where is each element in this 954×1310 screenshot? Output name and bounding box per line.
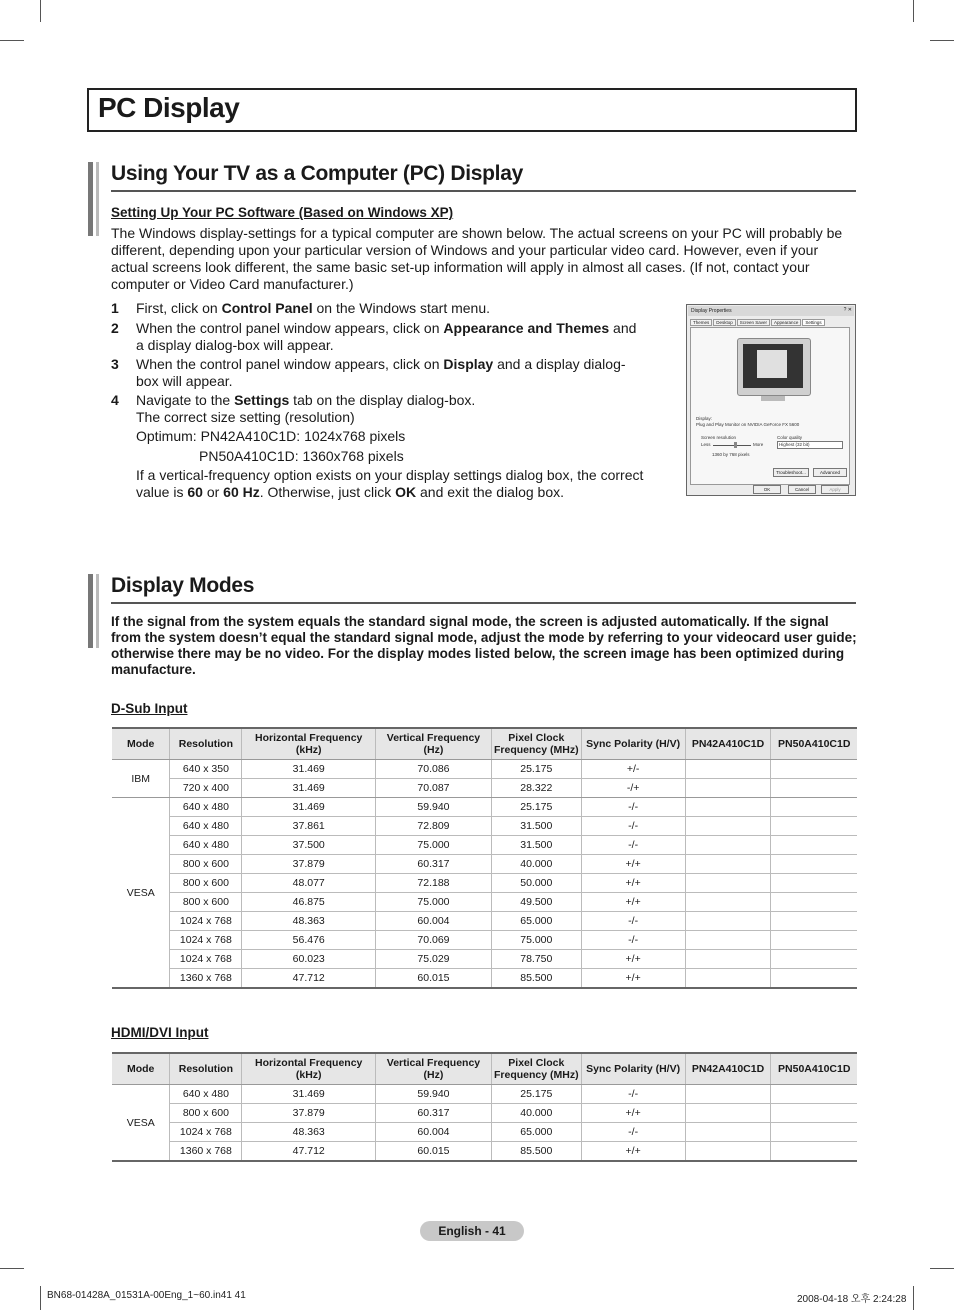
table-cell: 60.015 [376,969,492,989]
dsub-table [112,727,857,989]
settings-panel [690,327,850,485]
table-cell: 31.469 [242,760,376,779]
table-cell [771,1104,857,1123]
table-cell: 800 x 600 [170,874,242,893]
table-cell: 31.469 [242,779,376,798]
ok-button: OK [753,485,781,494]
optimum-50: PN50A410C1D: 1360x768 pixels [199,448,404,464]
column-header: PN42A410C1D [685,1053,771,1085]
advanced-button: Advanced [813,468,847,477]
table-cell [771,817,857,836]
table-row [112,1142,857,1162]
step-number: 3 [111,356,119,372]
column-header: Vertical Frequency (Hz) [376,728,492,760]
table-cell: 640 x 480 [170,1085,242,1104]
table-cell: 1360 x 768 [170,1142,242,1162]
table-cell: 59.940 [376,1085,492,1104]
table-cell: -/+ [581,779,685,798]
table-cell [685,1142,771,1162]
display-properties-screenshot [686,304,856,496]
step-text: When the control panel window appears, click on Appearance and Themes and a display dialog-box will appear. [136,320,637,353]
tab-themes: Themes [690,319,712,326]
column-header: Horizontal Frequency (kHz) [242,1053,376,1085]
file-info: BN68-01428A_01531A-00Eng_1~60.in41 41 [47,1290,246,1301]
table-row [112,950,857,969]
table-cell: +/+ [581,893,685,912]
table-cell [771,1142,857,1162]
table-cell: -/- [581,912,685,931]
page-title: PC Display [98,92,240,123]
table-cell: 60.004 [376,1123,492,1142]
table-cell: 46.875 [242,893,376,912]
table-header-row [112,728,857,760]
table-cell: 47.712 [242,969,376,989]
column-header: PN42A410C1D [685,728,771,760]
table-cell: +/+ [581,1142,685,1162]
step-text: First, click on Control Panel on the Windows start menu. [136,300,491,316]
slider-thumb [734,442,737,448]
section-title: Display Modes [111,574,255,597]
table-cell [685,779,771,798]
mode-cell: IBM [112,760,170,798]
page-number-badge: English - 41 [420,1221,524,1241]
section-title: Using Your TV as a Computer (PC) Display [111,162,523,185]
optimum-42: Optimum: PN42A410C1D: 1024x768 pixels [136,428,406,444]
column-header: Pixel Clock Frequency (MHz) [491,728,581,760]
crop-mark [913,1286,914,1310]
hdmi-table [112,1052,857,1162]
table-cell [771,931,857,950]
table-cell [771,760,857,779]
table-cell: 28.322 [491,779,581,798]
table-cell: 1024 x 768 [170,950,242,969]
table-cell: 1024 x 768 [170,931,242,950]
table-cell [685,855,771,874]
dialog-titlebar-buttons: ? ✕ [843,307,852,313]
table-cell [771,950,857,969]
table-cell [771,855,857,874]
crop-mark [40,1286,41,1310]
section-rule [111,190,856,192]
table-cell [685,969,771,989]
table-row [112,931,857,950]
table-cell [771,779,857,798]
section-rule [111,602,856,604]
crop-mark [0,40,24,41]
tab-desktop: Desktop [713,319,736,326]
table-cell: 85.500 [491,1142,581,1162]
table-cell: 70.086 [376,760,492,779]
table-cell: 31.500 [491,817,581,836]
section-bar [88,574,93,648]
table-cell: -/- [581,1123,685,1142]
intro-paragraph: The Windows display-settings for a typical computer are shown below. The actual screens on your PC will probably be different, depending upon your particular version of Windows and your particular video card. However, even if your actual screens look different, the same basic set-up information will apply in almost all cases. (If not, contact your computer or Video Card manufacturer.) [111,225,843,292]
table-cell: -/- [581,836,685,855]
table-cell [685,893,771,912]
column-header: Mode [112,1053,170,1085]
table-cell: 75.000 [376,836,492,855]
resolution-note: The correct size setting (resolution) [136,409,355,425]
table-cell [685,950,771,969]
column-header: PN50A410C1D [771,728,857,760]
hdmi-title: HDMI/DVI Input [111,1025,209,1040]
table-cell [771,1085,857,1104]
table-cell: 60.317 [376,855,492,874]
table-cell [685,760,771,779]
table-cell [771,912,857,931]
display-label: Display: [696,416,713,421]
table-cell: 72.188 [376,874,492,893]
mode-cell: VESA [112,1085,170,1162]
print-timestamp: 2008-04-18 오후 2:24:28 [797,1294,907,1305]
table-cell [771,1123,857,1142]
table-cell: -/- [581,798,685,817]
table-cell: 48.077 [242,874,376,893]
table-cell: 1360 x 768 [170,969,242,989]
table-cell: +/+ [581,950,685,969]
color-quality-label: Color quality [777,435,803,440]
table-cell [685,912,771,931]
table-cell: 37.861 [242,817,376,836]
step-number: 2 [111,320,119,336]
resolution-label: Screen resolution [701,435,737,440]
table-cell: 1024 x 768 [170,1123,242,1142]
table-cell: -/- [581,1085,685,1104]
subheading: Setting Up Your PC Software (Based on Windows XP) [111,205,454,220]
column-header: Resolution [170,728,242,760]
modes-intro: If the signal from the system equals the standard signal mode, the screen is adjusted automatically. If the signal from the system doesn’t equal the standard signal mode, adjust the mode by referring to your videocard user guide; otherwise there may be no video. For the display modes listed below, the screen image has been optimized during manufacture. [111,614,857,677]
dialog-tabs [690,319,826,326]
table-row [112,1123,857,1142]
table-cell: -/- [581,931,685,950]
table-cell: 640 x 350 [170,760,242,779]
monitor-stand [761,396,785,401]
table-cell: 800 x 600 [170,893,242,912]
table-cell: 31.469 [242,798,376,817]
crop-mark [0,1268,24,1269]
table-cell: 70.069 [376,931,492,950]
table-cell: 65.000 [491,1123,581,1142]
color-quality-select [777,441,843,449]
crop-mark [913,0,914,22]
step-text: When the control panel window appears, click on Display and a display dialog-box will appear. [136,356,626,389]
dialog-titlebar: Display Properties [688,306,854,316]
crop-mark [930,40,954,41]
column-header: Sync Polarity (H/V) [581,1053,685,1085]
table-row [112,779,857,798]
table-cell [685,817,771,836]
table-cell: 75.000 [491,931,581,950]
table-cell [771,874,857,893]
table-cell: 37.500 [242,836,376,855]
tab-settings: Settings [802,319,824,326]
table-row [112,912,857,931]
table-cell: 75.000 [376,893,492,912]
apply-button: Apply [821,485,849,494]
table-cell: 60.317 [376,1104,492,1123]
table-cell: 60.023 [242,950,376,969]
frequency-note: If a vertical-frequency option exists on your display settings dialog box, the correct value is 60 or 60 Hz. Otherwise, just click OK and exit the dialog box. [136,467,644,500]
table-cell: 70.087 [376,779,492,798]
table-cell [685,1123,771,1142]
table-cell: 800 x 600 [170,1104,242,1123]
table-row [112,798,857,817]
tab-appearance: Appearance [771,319,801,326]
table-cell: 48.363 [242,912,376,931]
section-bar [96,574,99,648]
column-header: Sync Polarity (H/V) [581,728,685,760]
table-row [112,817,857,836]
step-number: 1 [111,300,119,316]
table-cell: 48.363 [242,1123,376,1142]
troubleshoot-button: Troubleshoot... [773,468,809,477]
table-cell [685,1085,771,1104]
table-cell: 25.175 [491,760,581,779]
color-quality-value: Highest (32 bit) [779,442,810,447]
table-row [112,1085,857,1104]
table-row [112,760,857,779]
table-cell [771,836,857,855]
table-cell: +/+ [581,969,685,989]
table-cell [685,874,771,893]
column-header: Resolution [170,1053,242,1085]
table-cell: 56.476 [242,931,376,950]
column-header: PN50A410C1D [771,1053,857,1085]
table-cell: 65.000 [491,912,581,931]
table-cell [685,1104,771,1123]
table-row [112,836,857,855]
table-row [112,855,857,874]
table-cell: 75.029 [376,950,492,969]
table-cell [771,969,857,989]
monitor-icon [737,338,811,396]
table-cell [685,931,771,950]
monitor-screen [743,344,803,388]
table-cell: 72.809 [376,817,492,836]
table-cell [685,798,771,817]
table-cell: 49.500 [491,893,581,912]
cancel-button: Cancel [788,485,816,494]
step-number: 4 [111,392,119,408]
resolution-value: 1360 by 768 pixels [712,452,750,457]
table-cell: +/+ [581,874,685,893]
step-text: Navigate to the Settings tab on the display dialog-box. [136,392,476,408]
column-header: Vertical Frequency (Hz) [376,1053,492,1085]
table-cell: 50.000 [491,874,581,893]
column-header: Horizontal Frequency (kHz) [242,728,376,760]
tab-screen-saver: Screen Saver [737,319,770,326]
table-row [112,1104,857,1123]
table-cell: 25.175 [491,798,581,817]
display-value: Plug and Play Monitor on NVIDIA GeForce FX 5600 [696,422,800,427]
table-row [112,893,857,912]
table-cell: +/- [581,760,685,779]
table-cell: 640 x 480 [170,817,242,836]
table-cell: 37.879 [242,855,376,874]
table-header-row [112,1053,857,1085]
table-cell: 25.175 [491,1085,581,1104]
table-cell: -/- [581,817,685,836]
table-cell: 60.004 [376,912,492,931]
table-cell: 37.879 [242,1104,376,1123]
section-bar [96,162,99,236]
table-cell: 60.015 [376,1142,492,1162]
table-row [112,969,857,989]
window-preview [757,350,787,378]
more-label: More [753,442,764,447]
table-cell: 59.940 [376,798,492,817]
crop-mark [930,1268,954,1269]
table-cell [771,798,857,817]
table-cell: 31.469 [242,1085,376,1104]
crop-mark [40,0,41,22]
column-header: Mode [112,728,170,760]
table-cell [771,893,857,912]
table-cell: 40.000 [491,855,581,874]
table-cell: 640 x 480 [170,798,242,817]
mode-cell: VESA [112,798,170,989]
table-cell: 1024 x 768 [170,912,242,931]
table-cell: +/+ [581,1104,685,1123]
table-row [112,874,857,893]
table-cell: 640 x 480 [170,836,242,855]
table-cell: 47.712 [242,1142,376,1162]
table-cell [685,836,771,855]
table-cell: 85.500 [491,969,581,989]
less-label: Less [701,442,711,447]
section-bar [88,162,93,236]
dsub-title: D-Sub Input [111,701,188,716]
resolution-slider [713,445,751,446]
table-cell: 40.000 [491,1104,581,1123]
table-cell: 31.500 [491,836,581,855]
table-cell: 720 x 400 [170,779,242,798]
table-cell: 800 x 600 [170,855,242,874]
column-header: Pixel Clock Frequency (MHz) [491,1053,581,1085]
table-cell: +/+ [581,855,685,874]
table-cell: 78.750 [491,950,581,969]
